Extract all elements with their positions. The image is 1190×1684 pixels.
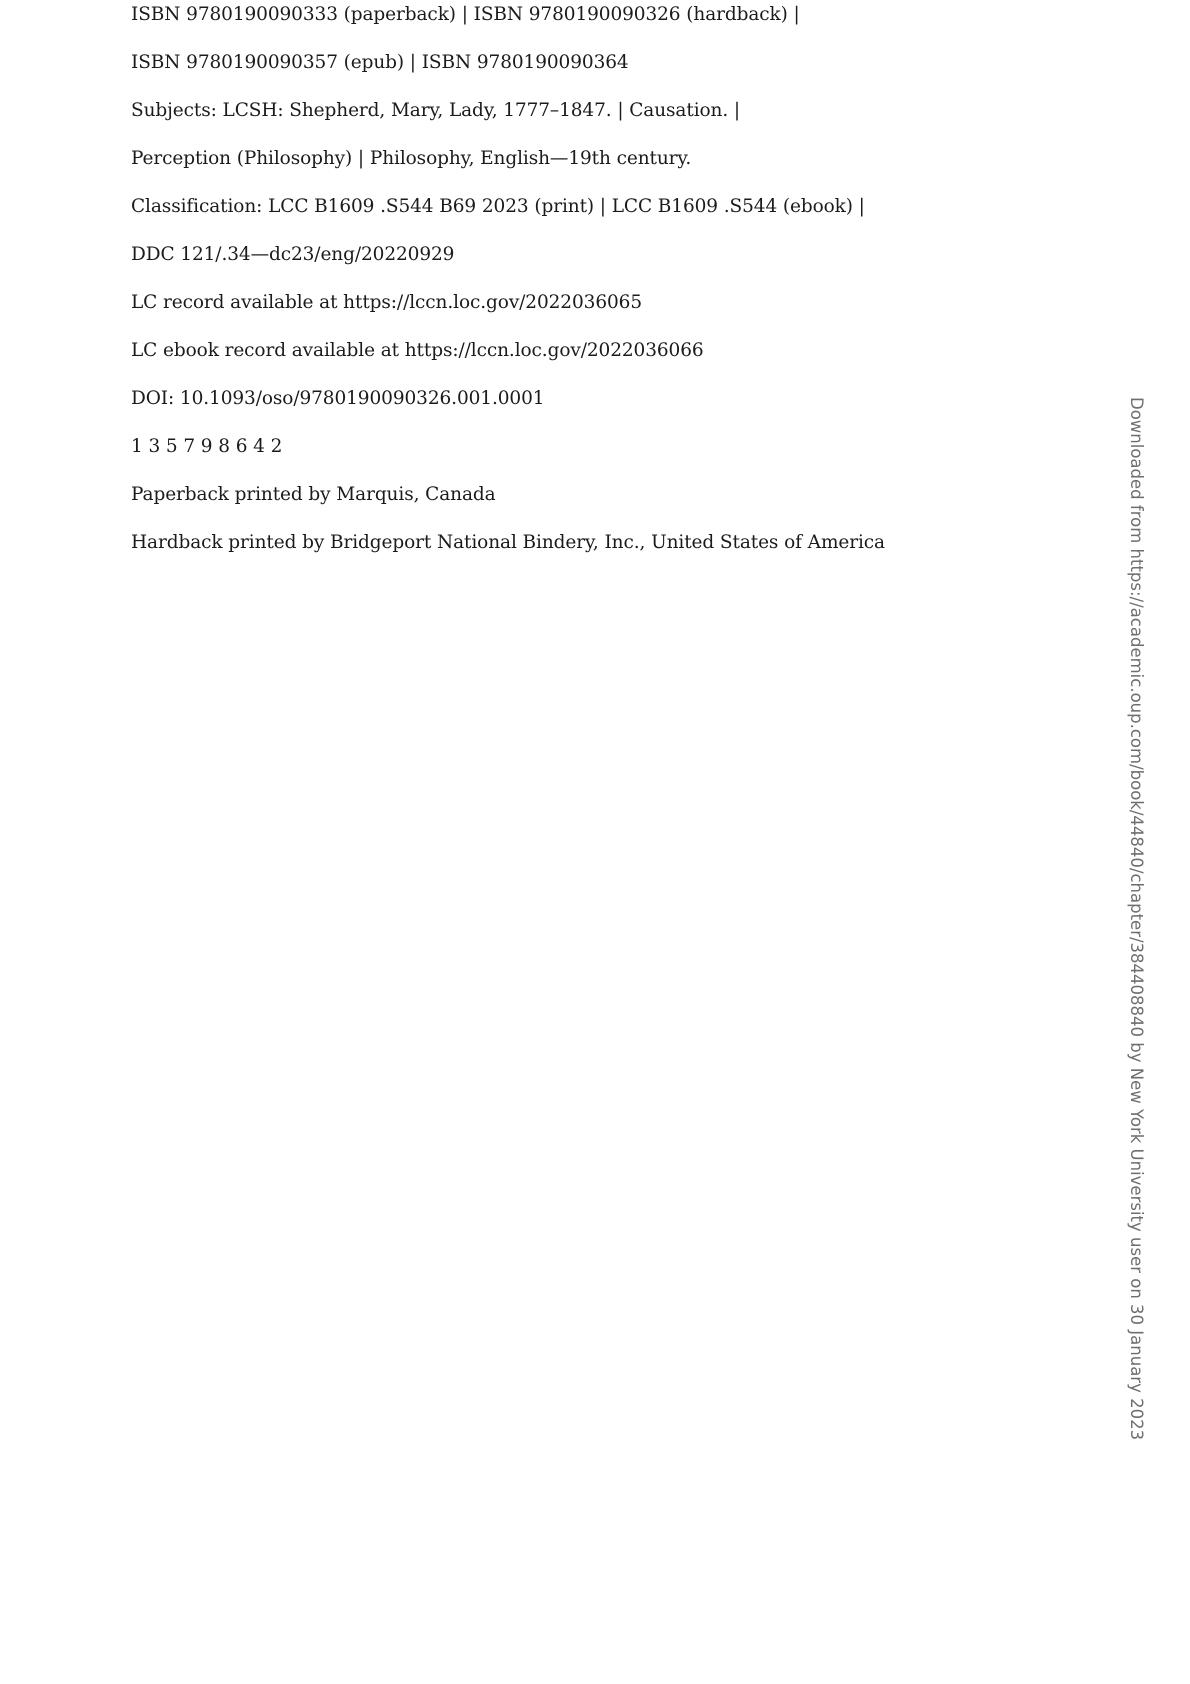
- copyright-block: [131, 4, 1031, 580]
- isbn-line-2: ISBN 9780190090357 (epub) | ISBN 9780190090364: [131, 52, 629, 73]
- lc-ebook-record-line: LC ebook record available at https://lccn.loc.gov/2022036066: [131, 340, 704, 361]
- hardback-printer-line: Hardback printed by Bridgeport National Bindery, Inc., United States of America: [131, 532, 885, 553]
- subjects-line-1: Subjects: LCSH: Shepherd, Mary, Lady, 1777–1847. | Causation. |: [131, 100, 741, 121]
- isbn-line-1: ISBN 9780190090333 (paperback) | ISBN 9780190090326 (hardback) |: [131, 4, 800, 25]
- subjects-line-2: Perception (Philosophy) | Philosophy, English—19th century.: [131, 148, 692, 169]
- lc-record-line: LC record available at https://lccn.loc.gov/2022036065: [131, 292, 643, 313]
- classification-line-2: DDC 121/.34—dc23/eng/20220929: [131, 244, 455, 265]
- paperback-printer-line: Paperback printed by Marquis, Canada: [131, 484, 496, 505]
- download-watermark: Downloaded from https://academic.oup.com/book/44840/chapter/384408840 by New York University user on 30 January 2023: [1127, 397, 1146, 1441]
- classification-line-1: Classification: LCC B1609 .S544 B69 2023 (print) | LCC B1609 .S544 (ebook) |: [131, 196, 865, 217]
- printing-number-line: 1 3 5 7 9 8 6 4 2: [131, 436, 283, 457]
- doi-line: DOI: 10.1093/oso/9780190090326.001.0001: [131, 388, 545, 409]
